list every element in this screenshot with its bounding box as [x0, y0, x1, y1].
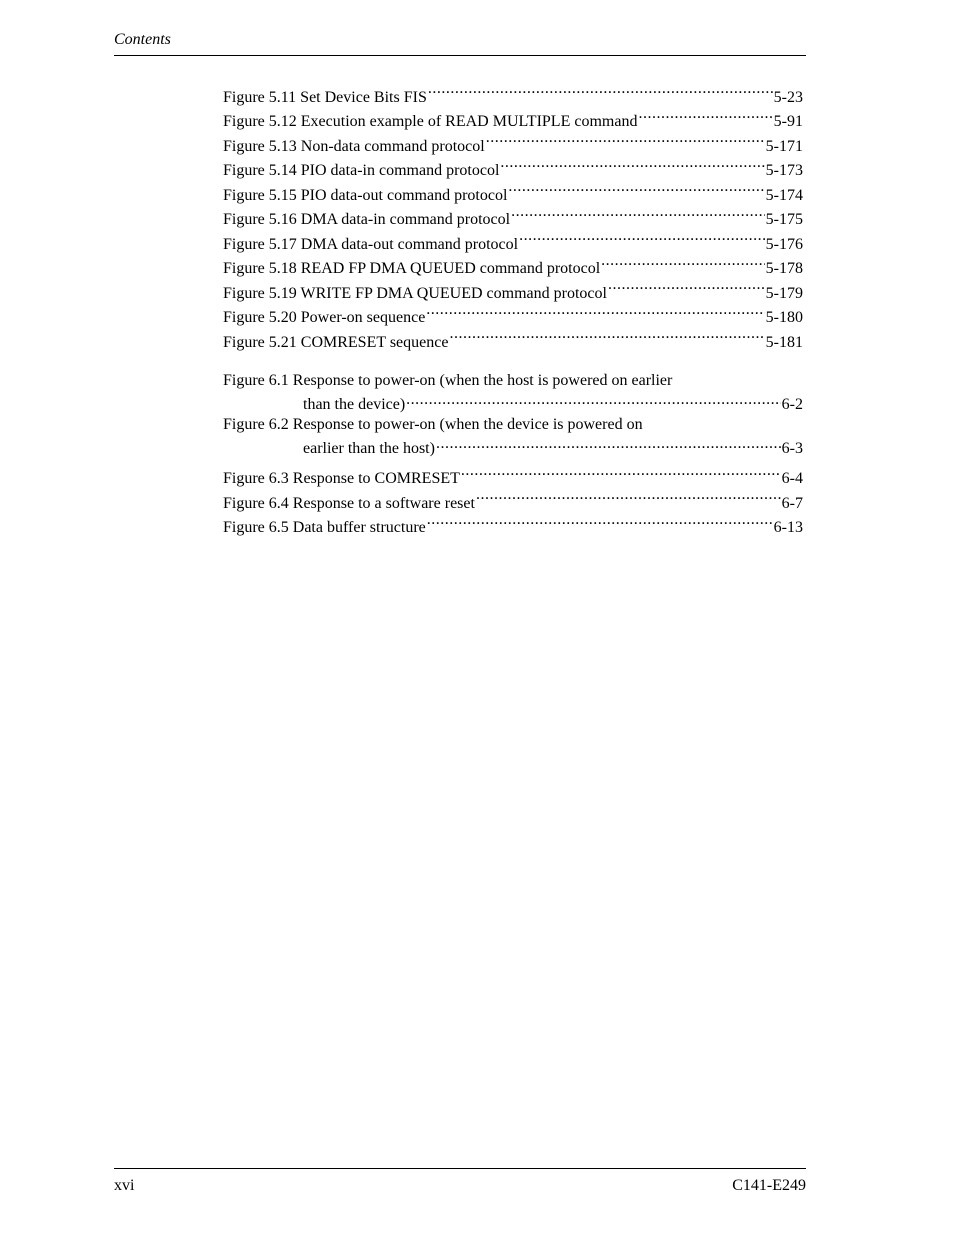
toc-entry-title: Figure 6.4 Response to a software reset: [223, 494, 475, 512]
dot-leader: [461, 459, 781, 484]
toc-entry-title: Figure 5.13 Non-data command protocol: [223, 137, 485, 155]
toc-entry-page: 6-13: [773, 519, 803, 536]
toc-entry-page: 6-2: [781, 396, 803, 413]
toc-entry[interactable]: [223, 459, 803, 487]
toc-entry-page: 5-178: [765, 260, 803, 277]
dot-leader: [426, 298, 764, 323]
toc-entry-line2: [223, 434, 803, 459]
dot-leader: [449, 322, 764, 347]
toc-entry-page: 5-91: [773, 113, 803, 130]
toc-entry-page: 5-181: [765, 333, 803, 351]
toc-entry-page: 6-7: [781, 494, 803, 512]
dot-leader: [427, 508, 773, 533]
document-id: C141-E249: [732, 1177, 806, 1194]
toc-entry-page: 5-180: [765, 309, 803, 326]
toc-entry-page: 6-3: [781, 440, 803, 457]
dot-leader: [519, 224, 765, 249]
page-number: xvi: [114, 1177, 135, 1194]
toc-entry-page: 5-173: [765, 162, 803, 179]
toc-entry-title-line1: Figure 6.2 Response to power-on (when the device is powered on: [223, 415, 643, 433]
dot-leader: [486, 126, 765, 151]
toc-entry-title-line2: earlier than the host): [303, 440, 435, 457]
page-header: [114, 30, 806, 56]
toc-entry-title: Figure 5.21 COMRESET sequence: [223, 333, 449, 351]
dot-leader: [608, 273, 765, 298]
page-footer: [114, 1168, 806, 1194]
toc-chapter-6: [223, 371, 803, 536]
dot-leader: [508, 175, 764, 200]
toc-entry-title: Figure 5.16 DMA data-in command protocol: [223, 211, 511, 228]
toc-entry[interactable]: [223, 371, 803, 415]
toc-entry-title: Figure 5.14 PIO data-in command protocol: [223, 162, 500, 179]
toc-entry-title-line2: than the device): [303, 396, 406, 413]
toc-entry-title: Figure 5.20 Power-on sequence: [223, 309, 426, 326]
toc-entry-title: Figure 5.18 READ FP DMA QUEUED command protocol: [223, 260, 601, 277]
dot-leader: [428, 77, 773, 102]
running-header-title: Contents: [114, 31, 171, 48]
toc-entry-title-line1: Figure 6.1 Response to power-on (when the host is powered on earlier: [223, 371, 673, 389]
toc-entry-title: Figure 5.19 WRITE FP DMA QUEUED command protocol: [223, 284, 607, 302]
dot-leader: [476, 483, 781, 508]
toc-entry-title: Figure 5.15 PIO data-out command protocol: [223, 186, 508, 204]
toc-entry-page: 5-174: [765, 186, 803, 204]
toc-entry-page: 5-171: [765, 137, 803, 155]
toc-entry-page: 5-23: [773, 88, 803, 106]
toc-entry-page: 6-4: [781, 470, 803, 487]
dot-leader: [500, 151, 764, 176]
list-of-figures: [223, 77, 803, 536]
toc-entry[interactable]: [223, 77, 803, 106]
toc-entry-title: Figure 6.3 Response to COMRESET: [223, 470, 460, 487]
toc-entry-title: Figure 6.5 Data buffer structure: [223, 519, 426, 536]
toc-chapter-5: [223, 77, 803, 351]
dot-leader: [436, 434, 781, 453]
toc-entry-title: Figure 5.17 DMA data-out command protocol: [223, 235, 519, 253]
toc-entry[interactable]: [223, 415, 803, 459]
toc-entry-title: Figure 5.11 Set Device Bits FIS: [223, 88, 427, 106]
toc-entry-page: 5-179: [765, 284, 803, 302]
dot-leader: [511, 200, 765, 225]
dot-leader: [638, 102, 772, 127]
toc-entry-title: Figure 5.12 Execution example of READ MULTIPLE command: [223, 113, 638, 130]
toc-entry-page: 5-176: [765, 235, 803, 253]
dot-leader: [601, 249, 765, 274]
toc-entry-page: 5-175: [765, 211, 803, 228]
toc-entry-line2: [223, 390, 803, 415]
dot-leader: [406, 390, 781, 409]
